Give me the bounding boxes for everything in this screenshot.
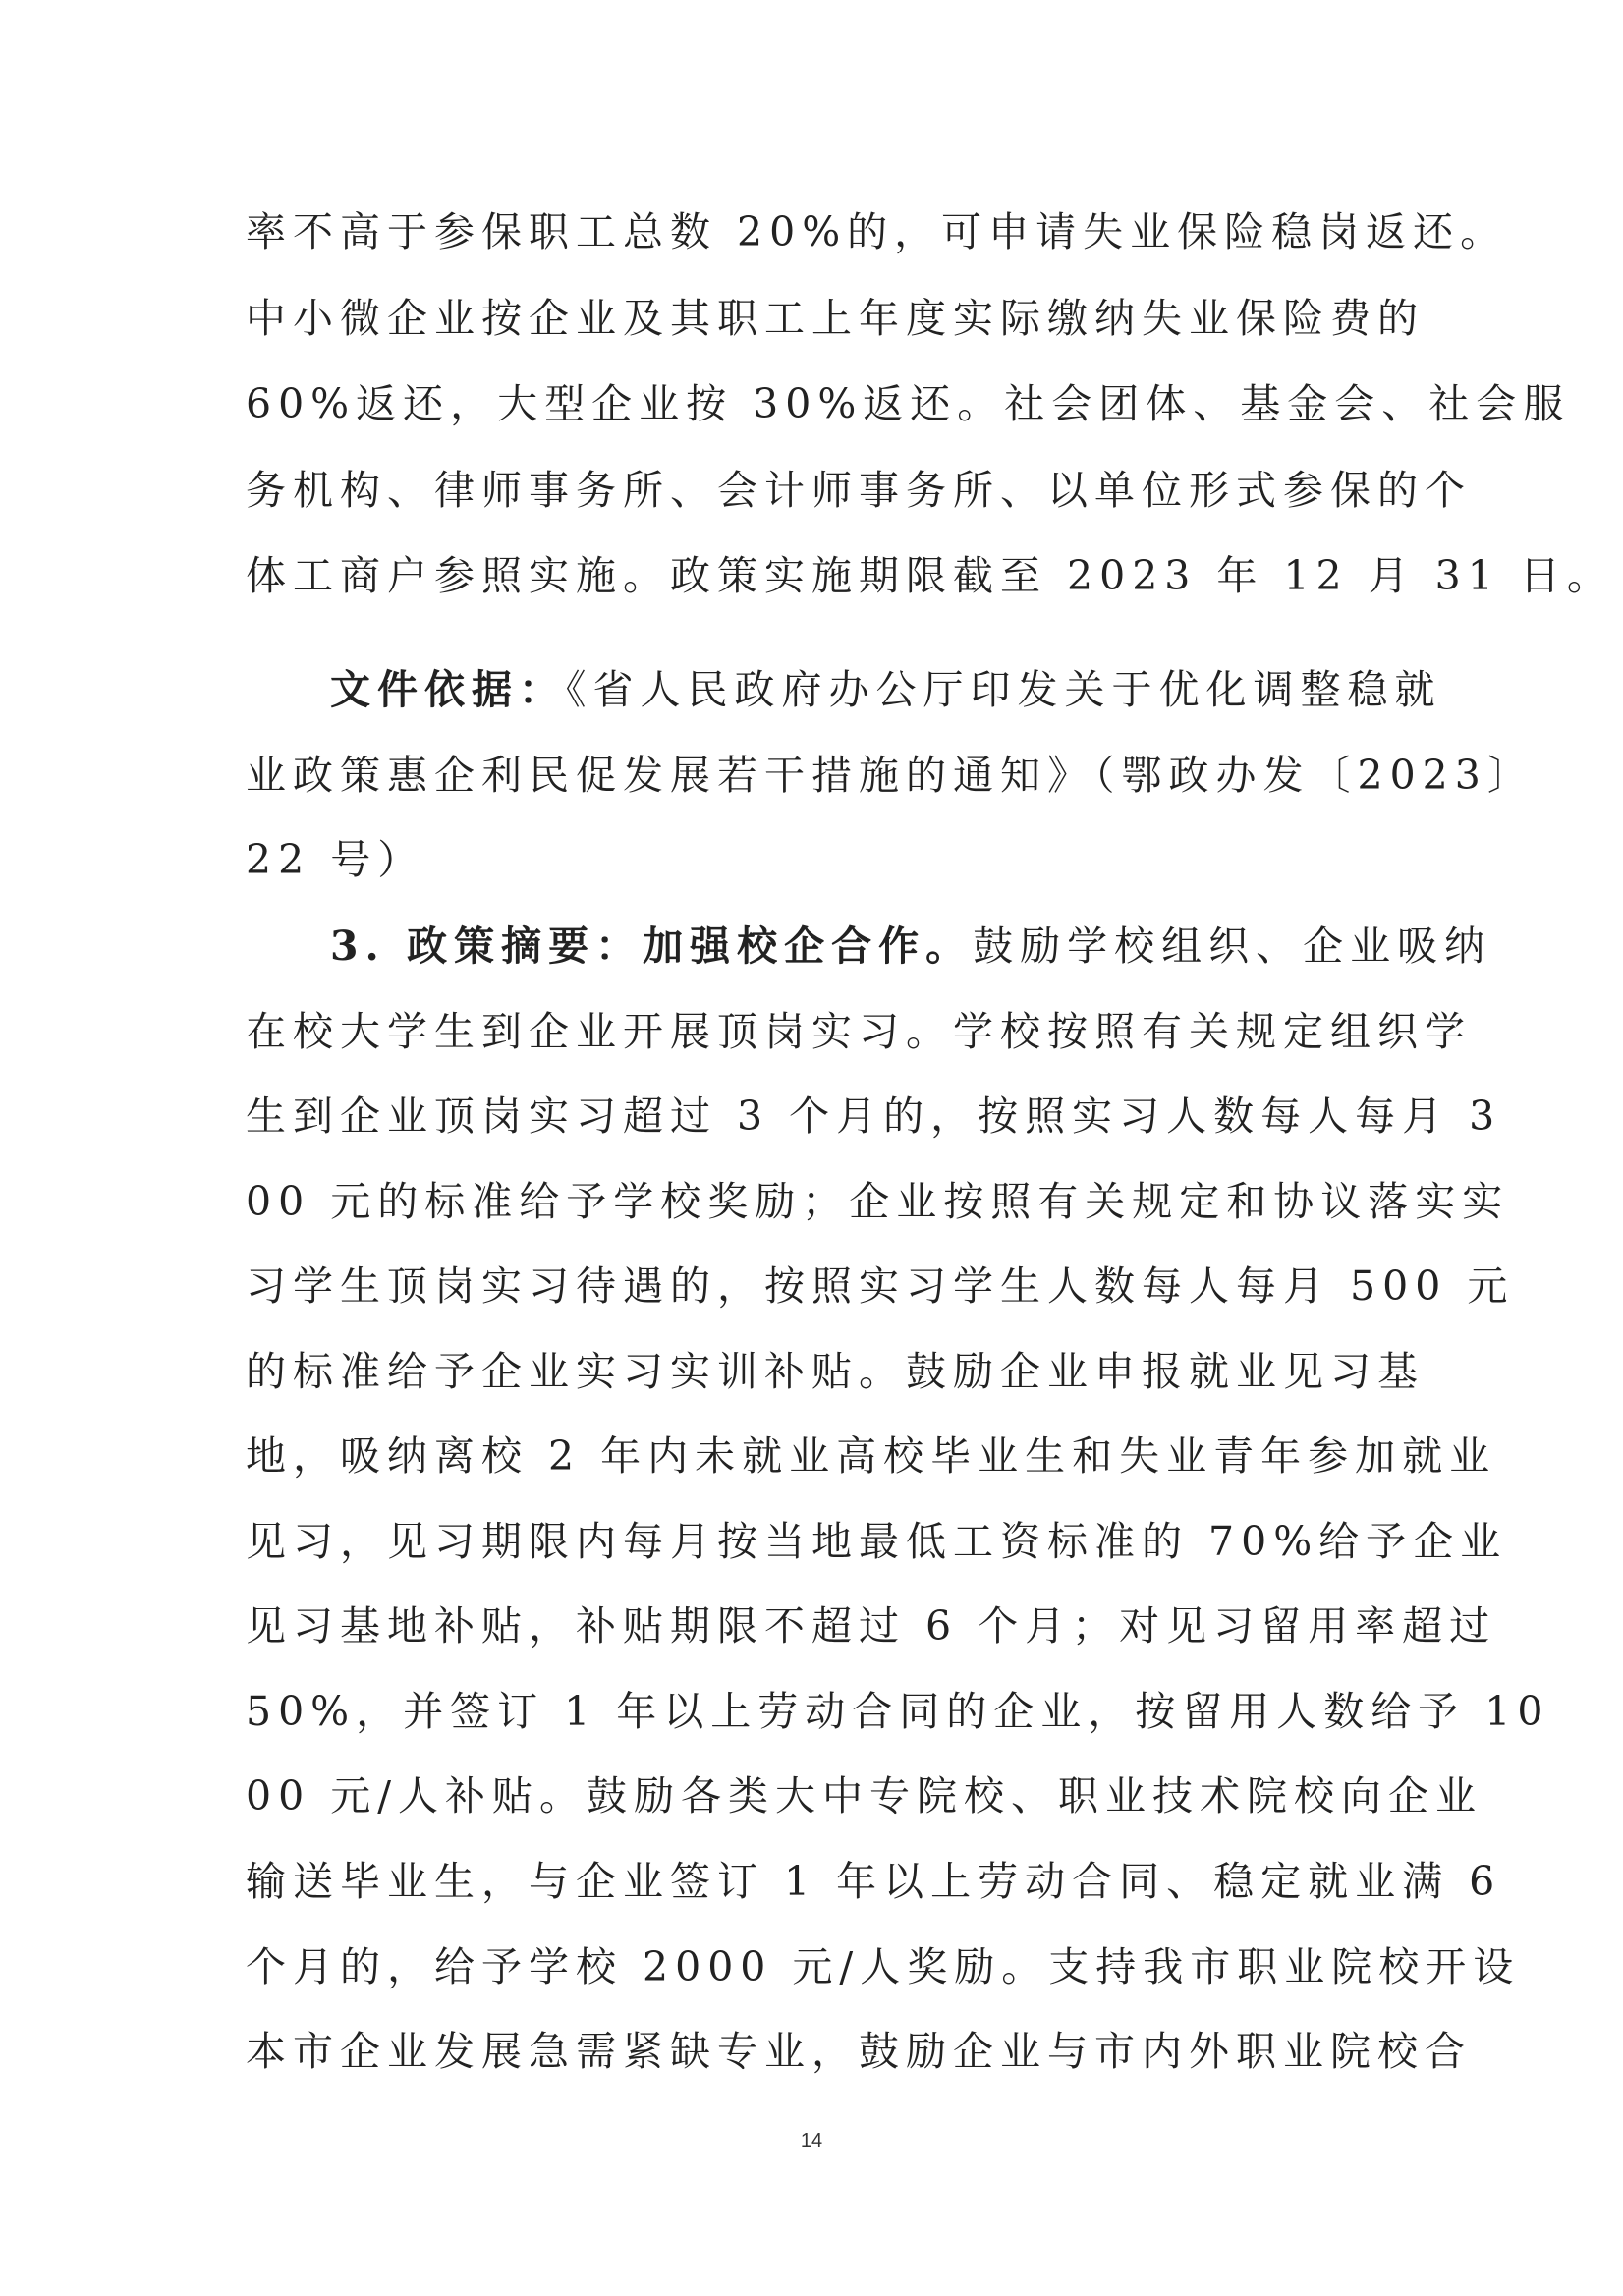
section-3-line: 50%，并签订 1 年以上劳动合同的企业，按留用人数给予 10 xyxy=(246,1688,1550,1735)
section-3-line: 见习基地补贴，补贴期限不超过 6 个月；对见习留用率超过 xyxy=(246,1602,1497,1650)
section-3-line: 个月的，给予学校 2000 元/人奖励。支持我市职业院校开设 xyxy=(246,1943,1521,1990)
page-number: 14 xyxy=(800,2130,823,2152)
basis-line: 业政策惠企利民促发展若干措施的通知》（鄂政办发〔2023〕 xyxy=(246,752,1535,799)
basis-line xyxy=(330,660,1442,719)
section-3-heading-line xyxy=(330,917,1492,976)
section-3-line: 地，吸纳离校 2 年内未就业高校毕业生和失业青年参加就业 xyxy=(246,1432,1497,1480)
section-3-line: 00 元的标准给予学校奖励；企业按照有关规定和协议落实实 xyxy=(246,1178,1510,1225)
section-3-line: 本市企业发展急需紧缺专业，鼓励企业与市内外职业院校合 xyxy=(246,2028,1472,2075)
basis-text: 《省人民政府办公厅印发关于优化调整稳就 xyxy=(566,666,1442,713)
basis-line: 22 号） xyxy=(246,836,425,883)
paragraph-line: 体工商户参照实施。政策实施期限截至 2023 年 12 月 31 日。 xyxy=(246,552,1614,599)
section-3-line: 在校大学生到企业开展顶岗实习。学校按照有关规定组织学 xyxy=(246,1008,1472,1055)
basis-label: 文件依据： xyxy=(330,666,566,713)
paragraph-line: 务机构、律师事务所、会计师事务所、以单位形式参保的个 xyxy=(246,467,1472,514)
section-3-line: 的标准给予企业实习实训补贴。鼓励企业申报就业见习基 xyxy=(246,1348,1425,1395)
section-3-line: 生到企业顶岗实习超过 3 个月的，按照实习人数每人每月 3 xyxy=(246,1092,1502,1140)
section-3-text: 鼓励学校组织、企业吸纳 xyxy=(973,923,1492,970)
section-3-heading: 3. 政策摘要：加强校企合作。 xyxy=(330,923,974,970)
section-3-line: 输送毕业生，与企业签订 1 年以上劳动合同、稳定就业满 6 xyxy=(246,1858,1502,1905)
paragraph-line: 率不高于参保职工总数 20%的，可申请失业保险稳岗返还。 xyxy=(246,208,1508,255)
paragraph-line: 中小微企业按企业及其职工上年度实际缴纳失业保险费的 xyxy=(246,295,1425,342)
section-3-line: 习学生顶岗实习待遇的，按照实习学生人数每人每月 500 元 xyxy=(246,1262,1515,1310)
section-3-line: 见习，见习期限内每月按当地最低工资标准的 70%给予企业 xyxy=(246,1518,1508,1565)
section-3-line: 00 元/人补贴。鼓励各类大中专院校、职业技术院校向企业 xyxy=(246,1772,1483,1820)
paragraph-line: 60%返还，大型企业按 30%返还。社会团体、基金会、社会服 xyxy=(246,380,1571,427)
